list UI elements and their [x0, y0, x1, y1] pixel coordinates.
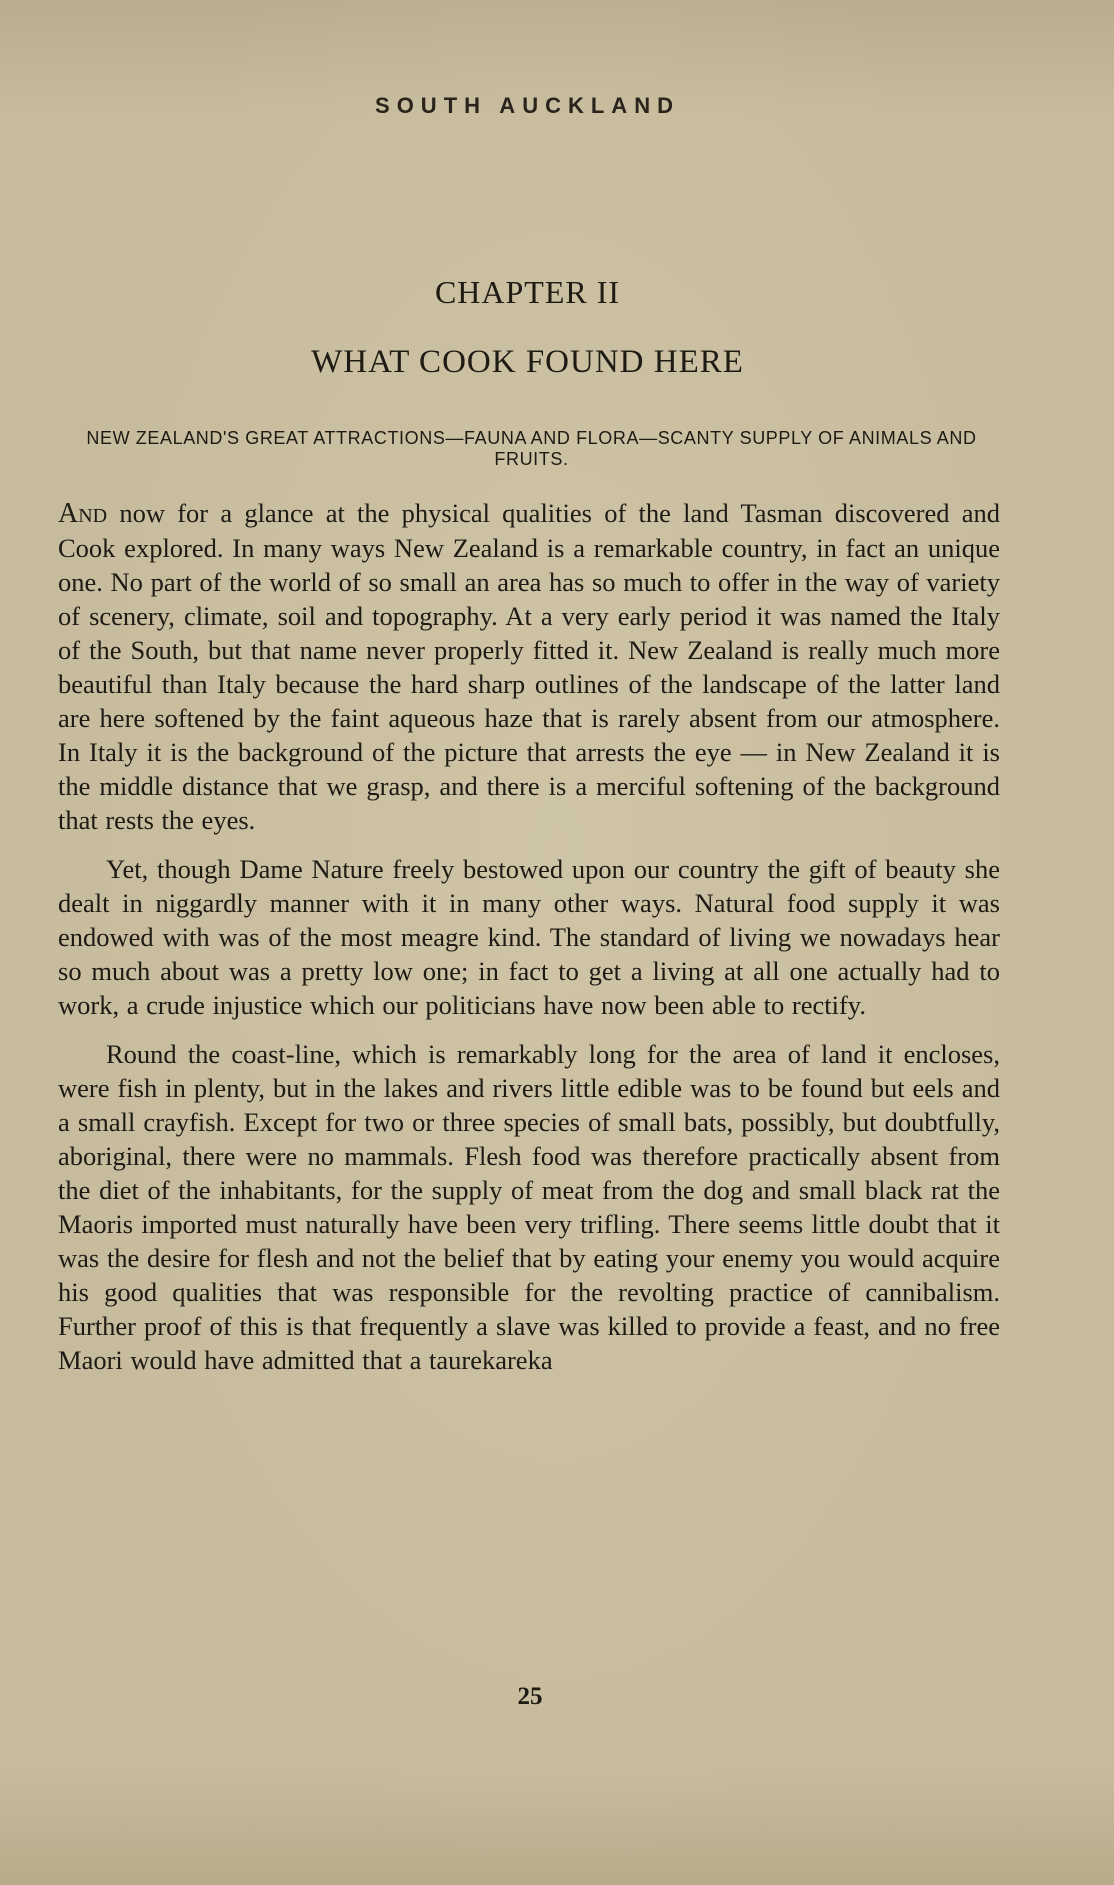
paragraph-1-lead-word: And — [58, 498, 108, 529]
paragraph-1 — [58, 496, 1000, 837]
running-head: SOUTH AUCKLAND — [375, 93, 680, 118]
paragraph-2: Yet, though Dame Nature freely bestowed upon our country the gift of beauty she dealt in niggardly manner with it in many other ways. Natural food supply it was endowed with was of the most meagre kind. The standard of living we nowadays hear so much about was a pretty low one; in fact to get a living at all one actually had to work, a crude injustice which our politicians have now been able to rectify. — [58, 854, 1000, 1020]
page-number: 25 — [517, 1683, 543, 1710]
chapter-number: CHAPTER II — [434, 274, 621, 310]
paragraph-3: Round the coast-line, which is remarkably long for the area of land it encloses, were fish in plenty, but in the lakes and rivers little edible was to be found but eels and a small crayfish. Except for two or three species of small bats, possibly, but doubtfully, aboriginal, there were no mammals. Flesh food was therefore practically absent from the diet of the inhabitants, for the supply of meat from the dog and small black rat the Maoris imported must naturally have been very trifling. There seems little doubt that it was the desire for flesh and not the belief that by eating your enemy you would acquire his good qualities that was responsible for the revolting practice of cannibalism. Further proof of this is that frequently a slave was killed to provide a feast, and no free Maori would have admitted that a taurekareka — [58, 1039, 1000, 1375]
chapter-synopsis: NEW ZEALAND'S GREAT ATTRACTIONS—FAUNA AND FLORA—SCANTY SUPPLY OF ANIMALS AND FRUITS. — [86, 428, 977, 469]
body-text — [58, 496, 1000, 1392]
chapter-title: WHAT COOK FOUND HERE — [311, 344, 744, 380]
paragraph-1-text: now for a glance at the physical qualities of the land Tasman discovered and Cook explored. In many ways New Zealand is a remarkable country, in fact an unique one. No part of the world of so small an area has so much to offer in the way of variety of scenery, climate, soil and topography. At a very early period it was named the Italy of the South, but that name never properly fitted it. New Zealand is really much more beautiful than Italy because the hard sharp outlines of the landscape of the latter land are here softened by the faint aqueous haze that is rarely absent from our atmosphere. In Italy it is the background of the picture that arrests the eye — in New Zealand it is the middle distance that we grasp, and there is a merciful softening of the background that rests the eyes. — [58, 498, 1000, 835]
